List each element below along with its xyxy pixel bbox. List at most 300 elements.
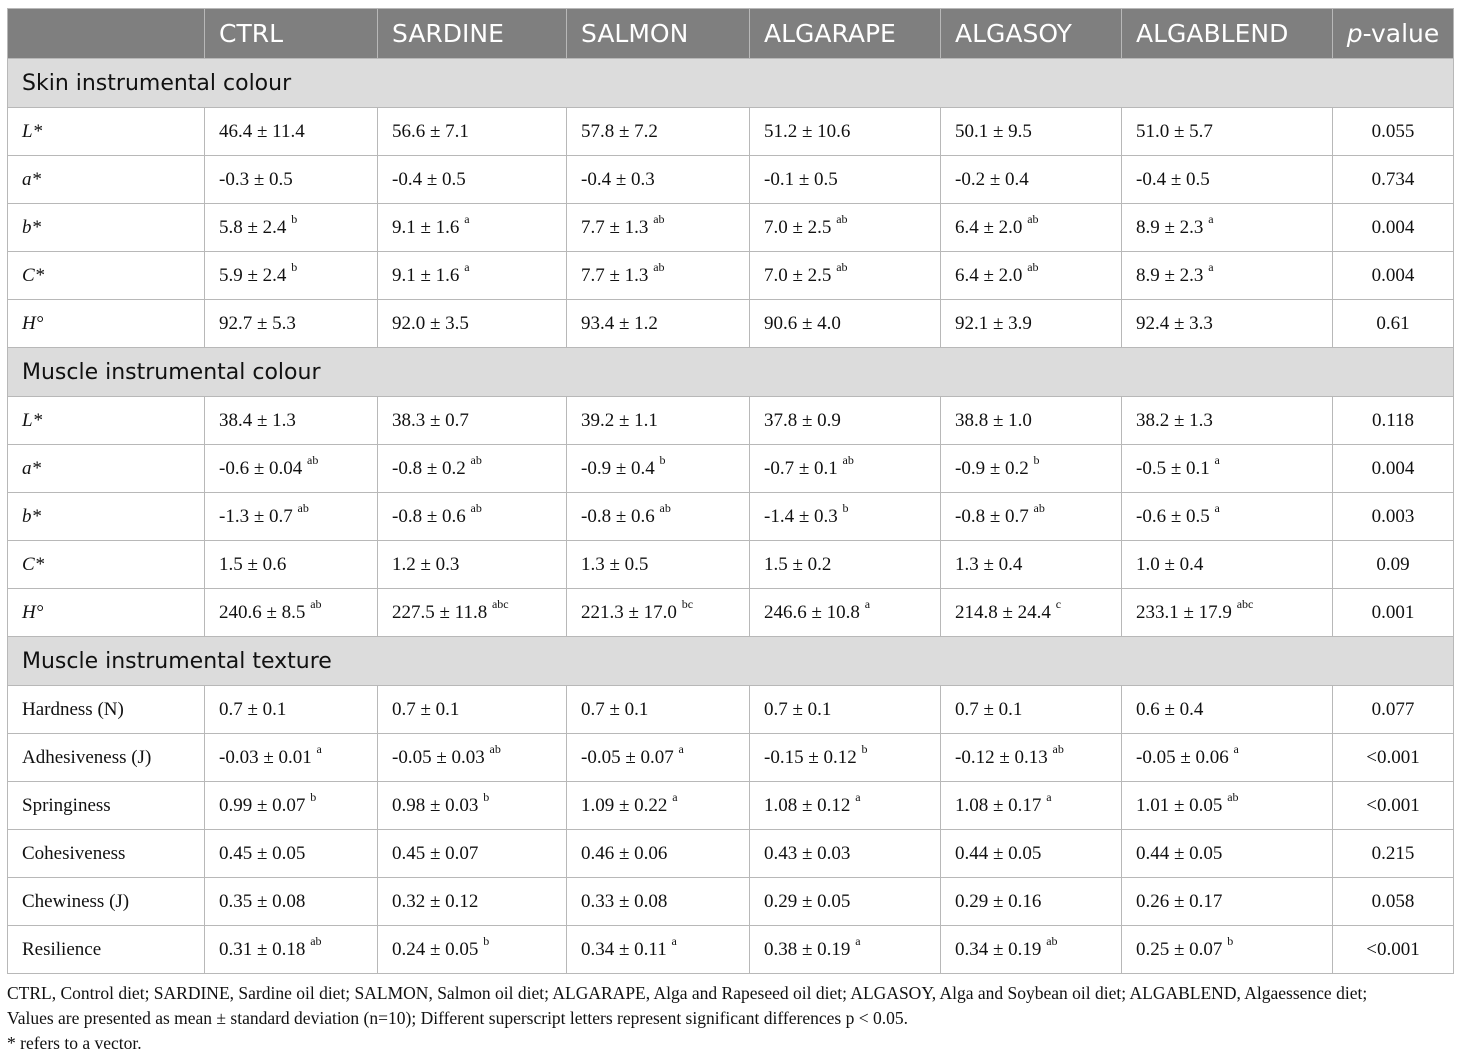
value-text: 9.1 ± 1.6 [392,264,460,286]
value-text: 90.6 ± 4.0 [764,312,841,334]
value-text: 0.38 ± 0.19 [764,938,851,960]
significance-superscript: ab [489,742,501,757]
value-cell [205,830,378,878]
row-label: Springiness [8,782,205,830]
significance-superscript: ab [1052,742,1064,757]
value-text: 8.9 ± 2.3 [1136,264,1204,286]
col-header-pvalue [1333,9,1454,59]
significance-superscript: b [483,790,490,805]
results-table-figure [7,8,1453,1056]
pvalue-cell: 0.058 [1333,878,1454,926]
significance-superscript: b [483,934,490,949]
value-text: 46.4 ± 11.4 [219,120,305,142]
value-cell [1122,878,1333,926]
row-label: L* [8,108,205,156]
value-cell [378,589,567,637]
significance-superscript: ab [297,501,309,516]
value-text: 0.45 ± 0.07 [392,842,479,864]
table-row [8,445,1454,493]
value-cell [567,589,750,637]
value-text: 227.5 ± 11.8 [392,601,488,623]
row-label: a* [8,445,205,493]
value-text: -0.6 ± 0.5 [1136,505,1210,527]
value-cell [750,734,941,782]
value-text: 1.08 ± 0.12 [764,794,851,816]
table-row [8,878,1454,926]
row-label: Resilience [8,926,205,974]
pvalue-cell: 0.077 [1333,686,1454,734]
value-cell [750,397,941,445]
value-cell [567,252,750,300]
value-cell [205,156,378,204]
significance-superscript: b [1033,453,1040,468]
table-row [8,493,1454,541]
value-text: 0.98 ± 0.03 [392,794,479,816]
value-cell [1122,734,1333,782]
value-text: -0.3 ± 0.5 [219,168,293,190]
significance-superscript: b [842,501,849,516]
value-cell [205,541,378,589]
pvalue-cell: 0.61 [1333,300,1454,348]
value-cell [750,493,941,541]
value-cell [941,734,1122,782]
value-text: 0.24 ± 0.05 [392,938,479,960]
value-text: 56.6 ± 7.1 [392,120,469,142]
significance-superscript: abc [491,597,509,612]
value-text: 92.7 ± 5.3 [219,312,296,334]
value-text: 0.6 ± 0.4 [1136,698,1204,720]
significance-superscript: a [1233,742,1239,757]
value-cell [1122,300,1333,348]
significance-superscript: a [671,934,677,949]
row-label: b* [8,493,205,541]
significance-superscript: ab [470,501,482,516]
value-text: -0.7 ± 0.1 [764,457,838,479]
table-footnotes [7,981,1453,1056]
value-cell [567,541,750,589]
value-cell [378,252,567,300]
row-label: Chewiness (J) [8,878,205,926]
pvalue-cell: 0.003 [1333,493,1454,541]
value-text: 246.6 ± 10.8 [764,601,860,623]
value-cell [1122,782,1333,830]
value-text: 38.2 ± 1.3 [1136,409,1213,431]
value-text: 0.7 ± 0.1 [764,698,832,720]
value-text: 1.5 ± 0.2 [764,553,832,575]
significance-superscript: ab [310,934,322,949]
value-cell [378,926,567,974]
pvalue-cell: 0.734 [1333,156,1454,204]
value-text: 8.9 ± 2.3 [1136,216,1204,238]
significance-superscript: c [1055,597,1062,612]
value-text: 1.01 ± 0.05 [1136,794,1223,816]
value-text: 0.34 ± 0.11 [581,938,667,960]
value-cell [750,300,941,348]
row-label: L* [8,397,205,445]
value-cell [1122,589,1333,637]
value-cell [567,300,750,348]
value-cell [205,445,378,493]
pvalue-cell: <0.001 [1333,926,1454,974]
value-text: -0.4 ± 0.5 [392,168,466,190]
value-cell [750,252,941,300]
value-text: -0.9 ± 0.2 [955,457,1029,479]
significance-superscript: a [1046,790,1052,805]
value-text: 92.1 ± 3.9 [955,312,1032,334]
header-blank-cell [8,9,205,59]
value-text: 38.3 ± 0.7 [392,409,469,431]
significance-superscript: ab [310,597,322,612]
value-cell [378,397,567,445]
value-text: 0.25 ± 0.07 [1136,938,1223,960]
value-text: 0.44 ± 0.05 [955,842,1042,864]
col-header: ALGASOY [941,9,1122,59]
value-text: 0.29 ± 0.05 [764,890,851,912]
table-row [8,397,1454,445]
value-text: 0.7 ± 0.1 [219,698,287,720]
value-cell [378,204,567,252]
value-text: 92.0 ± 3.5 [392,312,469,334]
value-cell [750,108,941,156]
value-cell [750,782,941,830]
results-table [7,8,1454,974]
value-text: -0.9 ± 0.4 [581,457,655,479]
significance-superscript: ab [653,212,665,227]
header-row [8,9,1454,59]
value-cell [567,830,750,878]
value-text: 1.0 ± 0.4 [1136,553,1204,575]
significance-superscript: ab [836,212,848,227]
footnote: * refers to a vector. [7,1033,142,1053]
table-row [8,926,1454,974]
row-label: C* [8,541,205,589]
value-text: 38.8 ± 1.0 [955,409,1032,431]
value-cell [567,493,750,541]
significance-superscript: ab [1046,934,1058,949]
value-cell [567,878,750,926]
value-text: 1.5 ± 0.6 [219,553,287,575]
value-cell [941,589,1122,637]
value-cell [941,252,1122,300]
value-text: 0.7 ± 0.1 [392,698,460,720]
pvalue-italic-p: p [1346,19,1363,48]
significance-superscript: b [291,260,298,275]
value-cell [567,204,750,252]
value-text: 0.46 ± 0.06 [581,842,668,864]
significance-superscript: a [1208,260,1214,275]
value-cell [941,204,1122,252]
value-cell [205,252,378,300]
row-label: H° [8,300,205,348]
significance-superscript: a [672,790,678,805]
value-cell [1122,156,1333,204]
table-row [8,782,1454,830]
pvalue-cell: 0.055 [1333,108,1454,156]
value-cell [941,445,1122,493]
section-title: Muscle instrumental colour [8,348,1454,397]
value-cell [750,204,941,252]
value-text: 38.4 ± 1.3 [219,409,296,431]
value-cell [1122,926,1333,974]
value-cell [205,734,378,782]
pvalue-cell: 0.215 [1333,830,1454,878]
pvalue-cell: 0.004 [1333,445,1454,493]
col-header: ALGARAPE [750,9,941,59]
value-cell [378,493,567,541]
value-text: -0.4 ± 0.5 [1136,168,1210,190]
value-text: -0.5 ± 0.1 [1136,457,1210,479]
col-header: SARDINE [378,9,567,59]
value-cell [941,493,1122,541]
value-text: 5.9 ± 2.4 [219,264,287,286]
table-row [8,204,1454,252]
value-cell [750,156,941,204]
value-text: -0.12 ± 0.13 [955,746,1048,768]
value-cell [205,589,378,637]
value-cell [941,156,1122,204]
significance-superscript: ab [842,453,854,468]
value-cell [567,156,750,204]
row-label: C* [8,252,205,300]
value-cell [1122,686,1333,734]
value-text: 51.0 ± 5.7 [1136,120,1213,142]
value-text: -0.05 ± 0.03 [392,746,485,768]
value-cell [378,782,567,830]
row-label: Cohesiveness [8,830,205,878]
value-text: 0.34 ± 0.19 [955,938,1042,960]
value-text: -0.8 ± 0.7 [955,505,1029,527]
row-label: Hardness (N) [8,686,205,734]
value-cell [941,108,1122,156]
footnote: CTRL, Control diet; SARDINE, Sardine oil diet; SALMON, Salmon oil diet; ALGARAPE, Alga and Rapeseed oil diet; ALGASOY, Alga and Soybean oil diet; ALGABLEND, Algaessence diet; [7,983,1368,1003]
value-cell [750,541,941,589]
value-cell [750,926,941,974]
value-text: 221.3 ± 17.0 [581,601,677,623]
value-cell [378,541,567,589]
value-text: 7.0 ± 2.5 [764,264,832,286]
value-text: 93.4 ± 1.2 [581,312,658,334]
section-header-row [8,59,1454,108]
col-header: CTRL [205,9,378,59]
value-text: -1.4 ± 0.3 [764,505,838,527]
value-cell [1122,252,1333,300]
value-cell [205,782,378,830]
table-row [8,734,1454,782]
significance-superscript: ab [1027,260,1039,275]
value-cell [205,108,378,156]
value-text: 57.8 ± 7.2 [581,120,658,142]
table-row [8,589,1454,637]
value-text: 1.3 ± 0.5 [581,553,649,575]
significance-superscript: b [861,742,868,757]
value-cell [205,397,378,445]
pvalue-cell: 0.001 [1333,589,1454,637]
footnote: Values are presented as mean ± standard deviation (n=10); Different superscript letters represent significant differences p < 0.05. [7,1008,908,1028]
value-cell [205,300,378,348]
significance-superscript: ab [836,260,848,275]
value-text: 51.2 ± 10.6 [764,120,851,142]
pvalue-cell: <0.001 [1333,734,1454,782]
value-text: 0.45 ± 0.05 [219,842,306,864]
table-row [8,252,1454,300]
pvalue-cell: 0.09 [1333,541,1454,589]
table-row [8,156,1454,204]
table-row [8,300,1454,348]
value-cell [1122,493,1333,541]
value-cell [941,541,1122,589]
value-cell [567,108,750,156]
significance-superscript: a [678,742,684,757]
value-text: -0.03 ± 0.01 [219,746,312,768]
value-cell [750,445,941,493]
significance-superscript: ab [307,453,319,468]
pvalue-cell: 0.004 [1333,204,1454,252]
table-row [8,830,1454,878]
significance-superscript: a [864,597,871,612]
value-text: 0.7 ± 0.1 [955,698,1023,720]
section-title: Skin instrumental colour [8,59,1454,108]
significance-superscript: a [855,790,861,805]
value-text: 39.2 ± 1.1 [581,409,658,431]
table-body [8,59,1454,974]
value-text: -0.05 ± 0.06 [1136,746,1229,768]
value-cell [1122,541,1333,589]
value-text: 7.7 ± 1.3 [581,216,649,238]
value-text: -0.8 ± 0.2 [392,457,466,479]
value-text: 0.43 ± 0.03 [764,842,851,864]
significance-superscript: b [1227,934,1234,949]
pvalue-cell: 0.004 [1333,252,1454,300]
value-text: 50.1 ± 9.5 [955,120,1032,142]
significance-superscript: ab [470,453,482,468]
value-text: 37.8 ± 0.9 [764,409,841,431]
value-cell [378,156,567,204]
significance-superscript: ab [1033,501,1045,516]
value-text: -0.15 ± 0.12 [764,746,857,768]
table-row [8,686,1454,734]
value-cell [1122,204,1333,252]
value-text: 7.7 ± 1.3 [581,264,649,286]
value-text: 233.1 ± 17.9 [1136,601,1232,623]
value-cell [378,300,567,348]
value-cell [750,686,941,734]
significance-superscript: ab [1227,790,1239,805]
significance-superscript: ab [653,260,665,275]
value-text: 0.32 ± 0.12 [392,890,479,912]
significance-superscript: a [1214,453,1220,468]
value-cell [378,830,567,878]
value-text: 7.0 ± 2.5 [764,216,832,238]
section-title: Muscle instrumental texture [8,637,1454,686]
value-text: 1.2 ± 0.3 [392,553,460,575]
value-cell [941,926,1122,974]
significance-superscript: a [1208,212,1214,227]
value-cell [567,926,750,974]
value-cell [941,878,1122,926]
row-label: b* [8,204,205,252]
value-cell [1122,397,1333,445]
significance-superscript: a [464,260,470,275]
significance-superscript: a [316,742,322,757]
value-text: -0.1 ± 0.5 [764,168,838,190]
value-cell [941,686,1122,734]
value-cell [941,782,1122,830]
value-cell [1122,830,1333,878]
value-cell [567,445,750,493]
value-text: 214.8 ± 24.4 [955,601,1051,623]
value-text: -0.4 ± 0.3 [581,168,655,190]
value-text: 0.31 ± 0.18 [219,938,306,960]
value-cell [567,397,750,445]
value-text: 0.29 ± 0.16 [955,890,1042,912]
value-cell [941,830,1122,878]
value-text: 0.26 ± 0.17 [1136,890,1223,912]
value-cell [567,734,750,782]
value-text: 5.8 ± 2.4 [219,216,287,238]
value-cell [378,108,567,156]
value-text: -0.05 ± 0.07 [581,746,674,768]
value-cell [567,686,750,734]
value-cell [378,686,567,734]
value-text: -0.6 ± 0.04 [219,457,303,479]
value-cell [205,926,378,974]
col-header: ALGABLEND [1122,9,1333,59]
significance-superscript: a [1214,501,1220,516]
row-label: H° [8,589,205,637]
col-header: SALMON [567,9,750,59]
value-cell [205,686,378,734]
row-label: Adhesiveness (J) [8,734,205,782]
value-text: -0.2 ± 0.4 [955,168,1029,190]
value-cell [205,493,378,541]
significance-superscript: b [291,212,298,227]
value-text: 92.4 ± 3.3 [1136,312,1213,334]
value-cell [378,734,567,782]
value-text: 1.3 ± 0.4 [955,553,1023,575]
pvalue-suffix: -value [1362,19,1440,48]
value-cell [567,782,750,830]
pvalue-cell: 0.118 [1333,397,1454,445]
value-text: -0.8 ± 0.6 [392,505,466,527]
significance-superscript: a [855,934,861,949]
value-text: 0.44 ± 0.05 [1136,842,1223,864]
value-cell [941,300,1122,348]
value-cell [1122,108,1333,156]
value-cell [750,589,941,637]
section-header-row [8,637,1454,686]
value-cell [750,830,941,878]
table-row [8,541,1454,589]
value-text: 6.4 ± 2.0 [955,216,1023,238]
value-cell [1122,445,1333,493]
value-text: -1.3 ± 0.7 [219,505,293,527]
table-row [8,108,1454,156]
value-text: 1.08 ± 0.17 [955,794,1042,816]
significance-superscript: ab [1027,212,1039,227]
row-label: a* [8,156,205,204]
value-cell [205,878,378,926]
value-cell [205,204,378,252]
significance-superscript: bc [681,597,694,612]
value-text: -0.8 ± 0.6 [581,505,655,527]
value-text: 6.4 ± 2.0 [955,264,1023,286]
value-text: 9.1 ± 1.6 [392,216,460,238]
value-cell [941,397,1122,445]
significance-superscript: b [310,790,317,805]
value-text: 0.33 ± 0.08 [581,890,668,912]
significance-superscript: ab [659,501,671,516]
value-cell [378,445,567,493]
